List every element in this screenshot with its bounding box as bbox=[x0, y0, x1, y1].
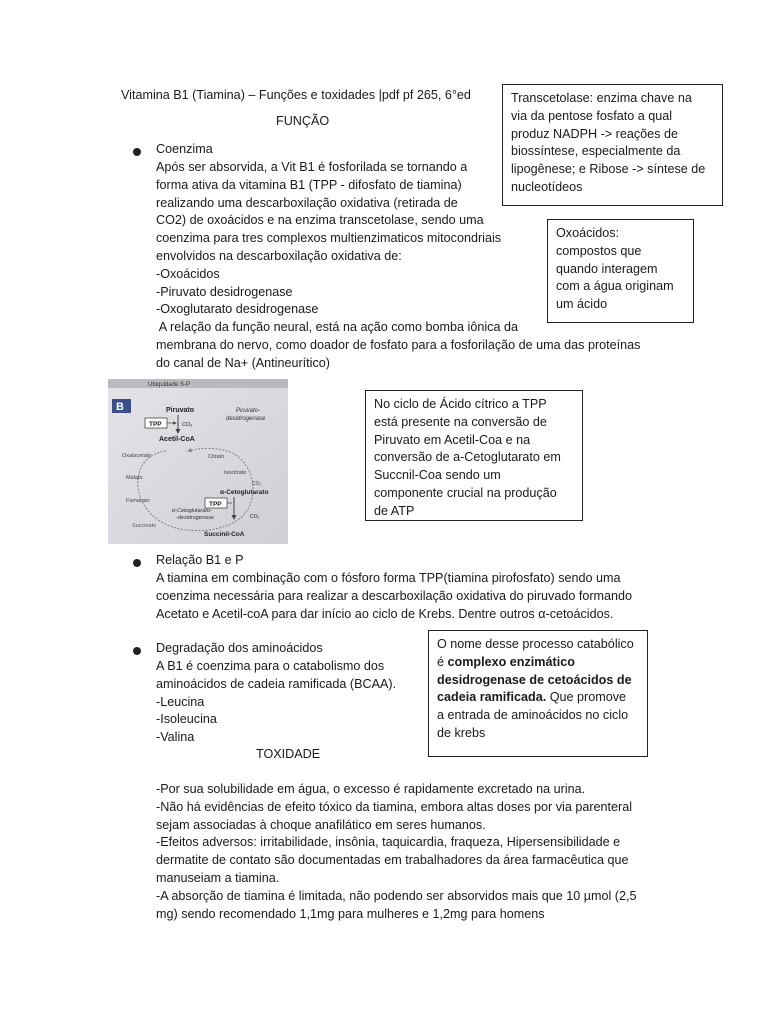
text-line: A tiamina em combinação com o fósforo forma TPP(tiamina pirofosfato) sendo uma bbox=[156, 571, 621, 585]
text-line: -Oxoglutarato desidrogenase bbox=[156, 302, 319, 317]
bold-term: desidrogenase de cetoácidos de bbox=[437, 672, 632, 687]
text-line: -Efeitos adversos: irritabilidade, insônia, taquicardia, fraqueza, Hipersensibilidade e bbox=[156, 835, 621, 850]
bold-term: complexo enzimático bbox=[447, 654, 575, 669]
text-line: coenzima necessária para realizar a descarboxilação oxidativa do piruvado formando bbox=[156, 588, 633, 603]
text-line: sejam associadas à choque anafilático em seres humanos. bbox=[156, 817, 486, 832]
text-fragment: é bbox=[437, 654, 448, 669]
text-line bbox=[437, 654, 639, 672]
co2-label-2: CO₂ bbox=[252, 481, 262, 487]
text-fragment: Que promove bbox=[546, 690, 627, 705]
tpp-label-2: TPP bbox=[209, 501, 222, 508]
text-line: manuseiam a tiamina. bbox=[156, 870, 280, 885]
text-line: Succnil-Coa sendo um bbox=[374, 468, 501, 483]
text-line bbox=[437, 672, 639, 690]
text-line: O nome desse processo catabólico bbox=[437, 637, 634, 651]
label-acetil-coa: Acetil-CoA bbox=[159, 436, 195, 443]
degradacao-title: Degradação dos aminoácidos bbox=[156, 641, 323, 655]
label-cetoglutarato: α-Cetoglutarato bbox=[220, 489, 269, 496]
text-line: compostos que bbox=[556, 243, 642, 258]
panel-letter: B bbox=[116, 401, 124, 413]
label-pdh-1: Piruvato- bbox=[236, 408, 261, 414]
label-akgdh-1: α-Cetoglutarato- bbox=[172, 508, 212, 514]
toxidade-body bbox=[156, 781, 637, 923]
text-line: biossíntese, especialmente da bbox=[511, 144, 681, 159]
text-line: quando interagem bbox=[556, 261, 658, 276]
text-line: aminoácidos de cadeia ramificada (BCAA). bbox=[156, 676, 397, 691]
page-title: Vitamina B1 (Tiamina) – Funções e toxidades |pdf pf 265, 6°ed bbox=[121, 88, 471, 102]
text-line: do canal de Na+ (Antineurítico) bbox=[156, 355, 330, 370]
figure-caption: Ubiquidade S-P bbox=[148, 382, 191, 388]
label-akgdh-2: -desidrogenase bbox=[176, 515, 214, 521]
text-line: realizando uma descarboxilação oxidativa (retirada de bbox=[156, 195, 458, 210]
text-line: a entrada de aminoácidos no ciclo bbox=[437, 708, 629, 723]
text-line: A B1 é coenzima para o catabolismo dos bbox=[156, 659, 385, 673]
text-line: No ciclo de Ácido cítrico a TPP bbox=[374, 397, 547, 411]
text-line: de ATP bbox=[374, 503, 415, 518]
bullet-relacao bbox=[133, 559, 141, 567]
text-line: forma ativa da vitamina B1 (TPP - difosfato de tiamina) bbox=[156, 177, 462, 192]
text-line: via da pentose fosfato a qual bbox=[511, 108, 673, 123]
text-line: de krebs bbox=[437, 725, 486, 740]
label-malato: Malato bbox=[126, 475, 143, 481]
text-line: -A absorção de tiamina é limitada, não podendo ser absorvidos mais que 10 µmol (2,5 bbox=[156, 888, 637, 903]
text-line: produz NADPH -> reações de bbox=[511, 126, 678, 141]
bullet-coenzima bbox=[133, 148, 141, 156]
label-citrato: Citrato bbox=[208, 454, 225, 460]
text-line: CO2) de oxoácidos e na enzima transcetolase, sendo uma bbox=[156, 213, 484, 228]
text-line: -Isoleucina bbox=[156, 712, 217, 727]
text-line: Oxoácidos: bbox=[556, 226, 619, 240]
co2-label-3: CO₂ bbox=[250, 514, 260, 520]
relacao-title: Relação B1 e P bbox=[156, 553, 244, 567]
text-line: -Por sua solubilidade em água, o excesso é rapidamente excretado na urina. bbox=[156, 782, 586, 796]
label-pdh-2: desidrogenase bbox=[226, 416, 266, 422]
degradacao-body bbox=[156, 658, 396, 747]
note-box-ciclo bbox=[365, 390, 583, 521]
text-line: um ácido bbox=[556, 297, 608, 312]
label-fumarato: Fumarato bbox=[126, 498, 150, 504]
tpp-label-1: TPP bbox=[149, 421, 162, 428]
note-box-complexo bbox=[428, 630, 648, 757]
text-line: -Não há evidências de efeito tóxico da tiamina, embora altas doses por via parenteral bbox=[156, 799, 633, 814]
text-line: Acetato e Acetil-coA para dar início ao ciclo de Krebs. Dentre outros α-cetoácidos. bbox=[156, 606, 614, 621]
note-box-oxoacidos bbox=[547, 219, 694, 323]
co2-label-1: CO₂ bbox=[182, 422, 193, 428]
text-line: membrana do nervo, como doador de fosfato para a fosforilação de uma das proteínas bbox=[156, 337, 641, 352]
text-line: -Oxoácidos bbox=[156, 266, 220, 281]
section-heading-funcao: FUNÇÃO bbox=[276, 114, 330, 128]
note-box-transcetolase bbox=[502, 84, 723, 206]
text-line: dermatite de contato são documentadas em trabalhadores da área farmacêutica que bbox=[156, 853, 629, 868]
text-line: Piruvato em Acetil-Coa e na bbox=[374, 432, 531, 447]
tca-cycle-diagram bbox=[108, 379, 288, 544]
text-line: Após ser absorvida, a Vit B1 é fosforilada se tornando a bbox=[156, 160, 468, 174]
label-succinil-coa: Succinil-CoA bbox=[204, 531, 245, 538]
text-line: Transcetolase: enzima chave na bbox=[511, 91, 692, 105]
bold-term: cadeia ramificada. bbox=[437, 690, 547, 705]
text-line: está presente na conversão de bbox=[374, 414, 547, 429]
text-line: A relação da função neural, está na ação como bomba iônica da bbox=[156, 320, 518, 335]
relacao-body bbox=[156, 570, 632, 623]
text-line bbox=[437, 689, 639, 707]
text-line: conversão de a-Cetoglutarato em bbox=[374, 450, 561, 465]
text-line: coenzima para tres complexos multienzimaticos mitocondriais bbox=[156, 231, 502, 246]
text-line: -Leucina bbox=[156, 694, 205, 709]
section-heading-toxidade: TOXIDADE bbox=[256, 747, 321, 761]
text-line: componente crucial na produção bbox=[374, 485, 557, 500]
label-oxalacetato: Oxalacetato bbox=[122, 453, 152, 459]
text-line: nucleotídeos bbox=[511, 179, 583, 194]
label-succinato: Succinato bbox=[132, 523, 157, 529]
tca-cycle-figure bbox=[108, 379, 288, 544]
label-piruvato: Piruvato bbox=[166, 407, 195, 414]
text-line: -Piruvato desidrogenase bbox=[156, 284, 293, 299]
coenzima-title: Coenzima bbox=[156, 142, 213, 156]
bullet-degradacao bbox=[133, 647, 141, 655]
label-isocitrato: Isocitrato bbox=[224, 470, 247, 476]
text-line: -Valina bbox=[156, 730, 195, 745]
text-line: com a água originam bbox=[556, 279, 674, 294]
text-line: lipogênese; e Ribose -> síntese de bbox=[511, 162, 706, 177]
text-line: mg) sendo recomendado 1,1mg para mulheres e 1,2mg para homens bbox=[156, 906, 545, 921]
text-line: envolvidos na descarboxilação oxidativa de: bbox=[156, 248, 402, 263]
